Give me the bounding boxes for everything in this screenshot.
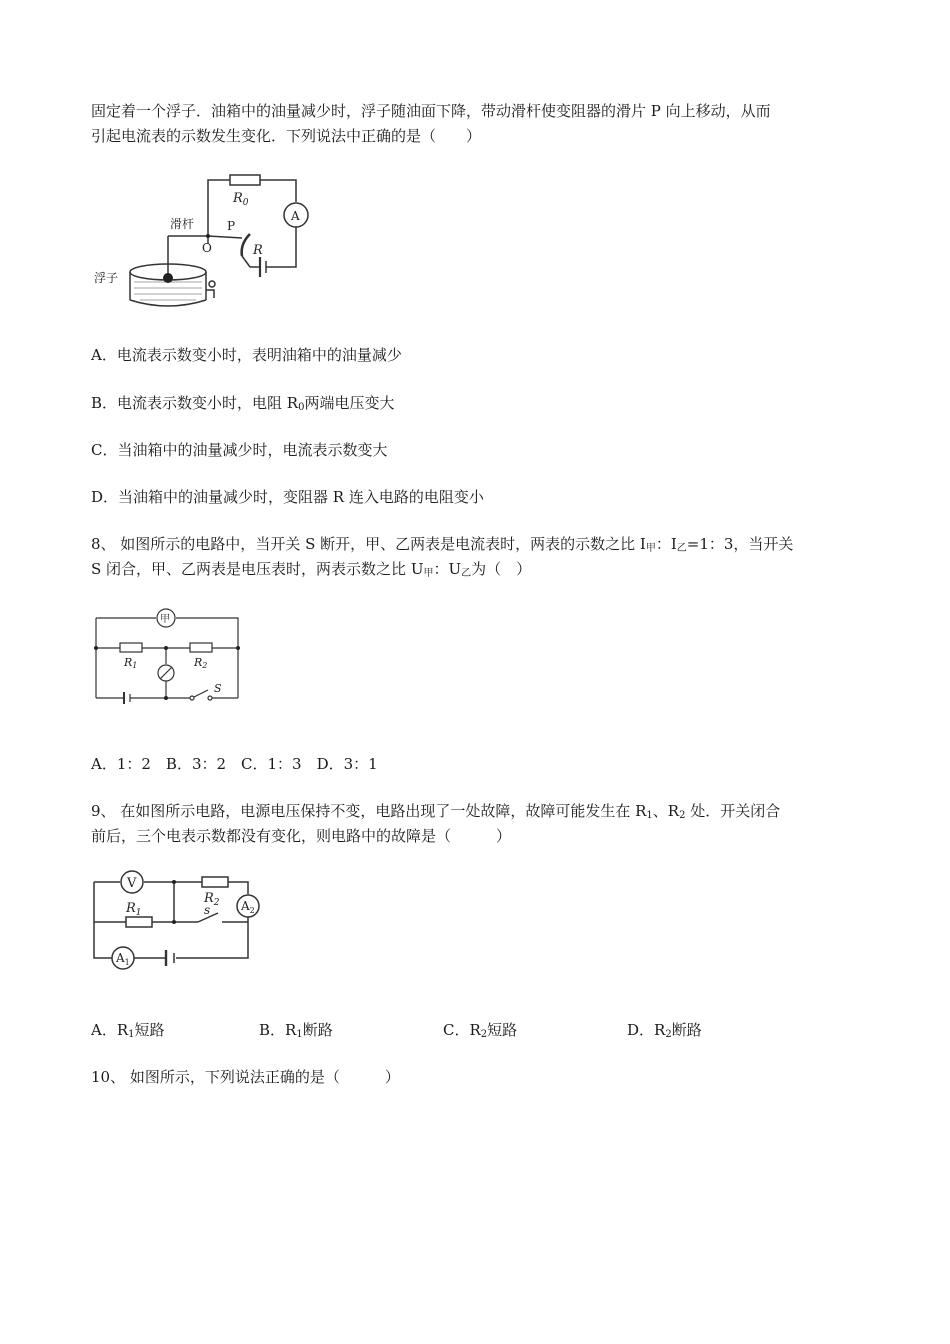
q7-rheostat-r-label: R bbox=[253, 243, 263, 258]
q7-rod-label: 滑杆 bbox=[170, 217, 195, 231]
q8-switch-s-label: S bbox=[214, 682, 222, 695]
q7-ammeter-label: A bbox=[291, 209, 300, 223]
q9-ammeter-a2-label: $A_2$ bbox=[241, 899, 255, 915]
q9-option-b: B．$R_1$断路 bbox=[259, 1021, 333, 1040]
q8-text-line-1: 8、 如图所示的电路中，当开关 S 断开，甲、乙两表是电流表时，两表的示数之比 $I_甲$：$I_乙=1$：3，当开关 bbox=[91, 535, 794, 554]
q9-ammeter-a1-label: $A_1$ bbox=[116, 951, 130, 967]
q8-options: A．1：2 B．3：2 C．1：3 D．3：1 bbox=[91, 755, 378, 773]
q7-text-line-2: 引起电流表的示数发生变化．下列说法中正确的是（ ） bbox=[91, 127, 482, 145]
q9-option-c: C．$R_2$短路 bbox=[443, 1021, 518, 1040]
q8-meter-yi-label: 乙 bbox=[50, 566, 51, 567]
q9-r2-label: $R_2$ bbox=[204, 891, 220, 908]
q9-switch-label: s bbox=[204, 903, 211, 917]
q7-float-label: 浮子 bbox=[94, 271, 119, 285]
q8-circuit-figure bbox=[50, 566, 245, 702]
q10-text-line-1: 10、 如图所示，下列说法正确的是（ ） bbox=[91, 1068, 400, 1086]
q7-option-b: B．电流表示数变小时，电阻 $R_0$两端电压变大 bbox=[91, 394, 395, 413]
q8-meter-jia-label: 甲 bbox=[160, 614, 170, 625]
q7-slider-p-label: P bbox=[227, 219, 236, 233]
q7-oil-gauge-circuit-figure bbox=[90, 172, 320, 320]
q7-option-c: C．当油箱中的油量减少时，电流表示数变大 bbox=[91, 441, 388, 459]
q9-r1-label: $R_1$ bbox=[126, 901, 142, 918]
q9-voltmeter-label: V bbox=[127, 876, 137, 891]
q7-option-d: D．当油箱中的油量减少时，变阻器 R 连入电路的电阻变小 bbox=[91, 488, 484, 506]
q7-pivot-o-label: O bbox=[202, 241, 212, 255]
q7-option-a: A．电流表示数变小时，表明油箱中的油量减少 bbox=[91, 346, 402, 364]
q7-r0-label: $R_0$ bbox=[233, 191, 249, 208]
q8-text-line-2: S 闭合，甲、乙两表是电压表时，两表示数之比 $U_甲$：$U_乙$为（ ） bbox=[91, 560, 532, 579]
q9-option-a: A．$R_1$短路 bbox=[91, 1021, 165, 1040]
q7-text-line-1: 固定着一个浮子．油箱中的油量减少时，浮子随油面下降，带动滑杆使变阻器的滑片 P 向上移动，从而 bbox=[91, 102, 771, 120]
q9-circuit-figure bbox=[90, 870, 265, 975]
q9-text-line-1: 9、 在如图所示电路，电源电压保持不变，电路出现了一处故障，故障可能发生在 $R_1$、$R_2$ 处．开关闭合 bbox=[91, 802, 781, 821]
q8-r1-label: R1 bbox=[124, 656, 138, 670]
q8-r2-label: R2 bbox=[194, 656, 208, 670]
q9-text-line-2: 前后，三个电表示数都没有变化，则电路中的故障是（ ） bbox=[91, 827, 512, 845]
q9-option-d: D．$R_2$断路 bbox=[627, 1021, 702, 1040]
